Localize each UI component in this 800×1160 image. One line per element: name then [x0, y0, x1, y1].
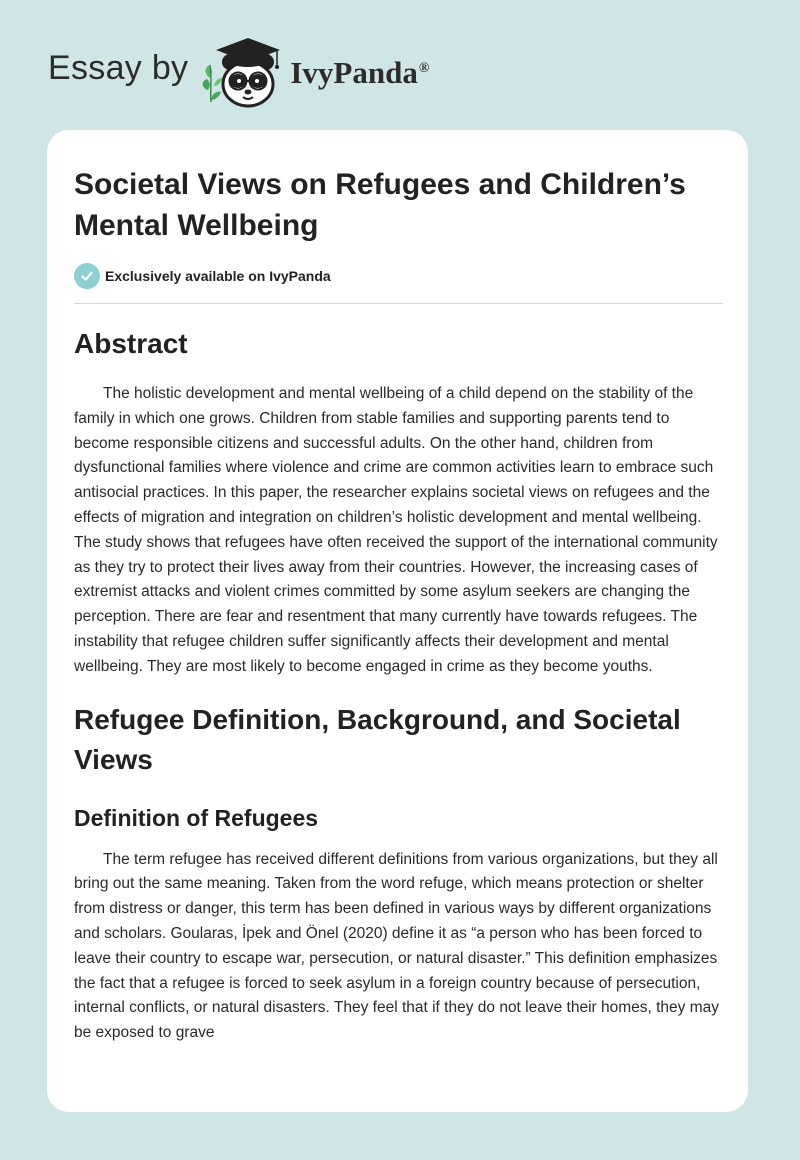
exclusive-badge	[74, 263, 723, 289]
subsection-heading-definition: Definition of Refugees	[74, 804, 319, 831]
page-title: Societal Views on Refugees and Children’s Mental Wellbeing	[74, 168, 686, 242]
section-heading-abstract: Abstract	[74, 328, 188, 359]
paragraph-definition: The term refugee has received different definitions from various organizations, but they all bring out the same meaning. Taken from the word refuge, which means protection or shelter from distress or danger, this term has been defined in various ways by different organizations and scholars. Goularas, İpek and Önel (2020) define it as “a person who has been forced to leave their country to escape war, persecution, or natural disaster.” This definition emphasizes the fact that a refugee is forced to seek asylum in a foreign country because of persecution, internal conflicts, or natural disasters. They feel that if they do not leave their homes, they may be exposed to grave	[74, 850, 720, 1042]
section-heading-refugee: Refugee Definition, Background, and Societal Views	[74, 703, 681, 775]
brand-name-text[interactable]: IvyPanda	[290, 55, 418, 90]
essay-card	[47, 130, 748, 1112]
essay-content	[74, 164, 723, 1046]
divider	[74, 303, 723, 304]
paragraph-abstract: The holistic development and mental wellbeing of a child depend on the stability of the family in which one grows. Children from stable families and supporting parents tend to become responsible citizens and successful adults. On the other hand, children from dysfunctional families where violence and crime are common activities learn to embrace such antisocial practices. In this paper, the researcher explains societal views on refugees and the effects of migration and integration on children’s holistic development and mental wellbeing. The study shows that refugees have often received the support of the international community as they try to protect their lives away from their countries. However, the increasing cases of extremist attacks and violent crimes committed by some asylum seekers are changing the perception. There are fear and resentment that many currently have towards refugees. The instability that refugee children suffer significantly affects their development and mental wellbeing. They are most likely to become engaged in crime as they become youths.	[74, 385, 718, 675]
checkmark-icon	[74, 263, 100, 289]
brand-prefix: Essay by	[48, 48, 189, 87]
panda-logo-icon[interactable]	[200, 34, 286, 110]
brand-name[interactable]	[290, 55, 429, 91]
site-header	[48, 34, 429, 110]
exclusive-label: Exclusively available on IvyPanda	[105, 268, 331, 284]
registered-mark: ®	[418, 60, 430, 76]
